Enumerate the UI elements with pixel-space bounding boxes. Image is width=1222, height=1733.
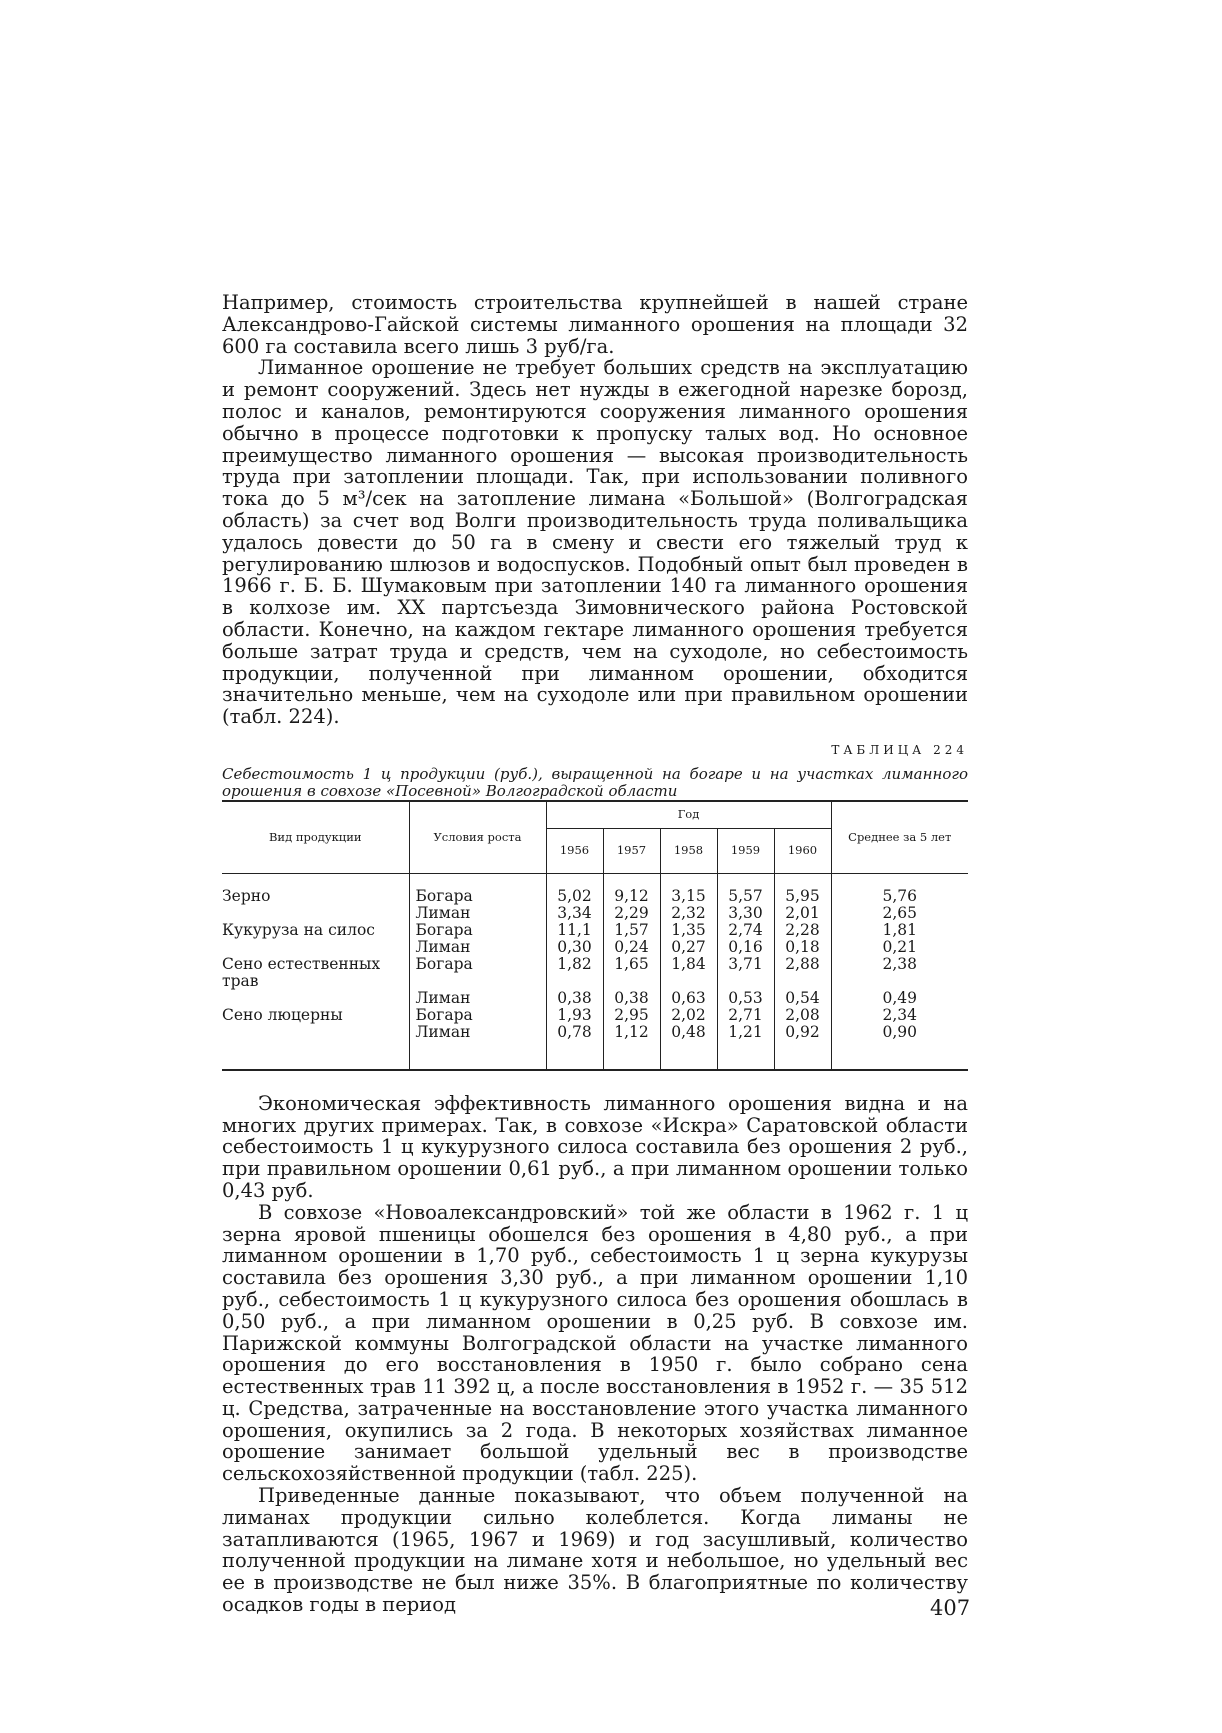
cell-value: 3,71: [717, 956, 774, 990]
cell-product: [222, 939, 409, 956]
cell-condition: Лиман: [409, 905, 546, 922]
cell-value: 1,93: [546, 1007, 603, 1024]
cell-value: 3,30: [717, 905, 774, 922]
cell-average: 2,65: [831, 905, 968, 922]
cell-value: 0,30: [546, 939, 603, 956]
paragraph-4: В совхозе «Новоалександровский» той же области в 1962 г. 1 ц зерна яровой пшеницы обошелся без орошения в 4,80 руб., а при лиманном орошении в 1,70 руб., себестоимость 1 ц зерна кукурузы составила без орошения 3,30 руб., а при лиманном орошении 1,10 руб., себестоимость 1 ц кукурузного силоса без орошения обошлась в 0,50 руб., а при лиманном орошении в 0,25 руб. В совхозе им. Парижской коммуны Волгоградской области на участке лиманного орошения до его восстановления в 1950 г. было собрано сена естественных трав 11 392 ц, а после восстановления в 1952 г. — 35 512 ц. Средства, затраченные на восстановление этого участка лиманного орошения, окупились за 2 года. В некоторых хозяйствах лиманное орошение занимает большой удельный вес в производстве сельскохозяйственной продукции (табл. 225).: [222, 1200, 968, 1486]
cell-average: 2,34: [831, 1007, 968, 1024]
table-row: [222, 1007, 968, 1024]
table-row: [222, 939, 968, 956]
paragraph-2: Лиманное орошение не требует больших средств на эксплуатацию и ремонт сооружений. Здесь нет нужды в ежегодной нарезке борозд, полос и каналов, ремонтируются сооружения лиманного орошения обычно в процессе подготовки к пропуску талых вод. Но основное преимущество лиманного орошения — высокая производительность труда при затоплении площади. Так, при использовании поливного тока до 5 м³/сек на затопление лимана «Большой» (Волгоградская область) за счет вод Волги производительность труда поливальщика удалось довести до 50 га в смену и свести его тяжелый труд к регулированию шлюзов и водоспусков. Подобный опыт был проведен в 1966 г. Б. Б. Шумаковым при затоплении 140 га лиманного орошения в колхозе им. XX партсъезда Зимовнического района Ростовской области. Конечно, на каждом гектаре лиманного орошения требуется больше затрат труда и средств, чем на суходоле, но себестоимость продукции, полученной при лиманном орошении, обходится значительно меньше, чем на суходоле или при правильном орошении (табл. 224).: [222, 356, 968, 729]
cell-product: [222, 990, 409, 1007]
cell-average: 5,76: [831, 888, 968, 905]
paragraph-5: Приведенные данные показывают, что объем полученной на лиманах продукции сильно колеблется. Когда лиманы не затапливаются (1965, 1967 и 1969) и год засушливый, количество полученной продукции на лимане хотя и небольшое, но удельный вес ее в производстве не был ниже 35%. В благоприятные по количеству осадков годы в период: [222, 1484, 968, 1617]
cell-average: 0,21: [831, 939, 968, 956]
page-number: 407: [930, 1596, 971, 1620]
cell-value: 1,12: [603, 1024, 660, 1041]
cell-product: Зерно: [222, 886, 271, 905]
cell-product: Сено люцерны: [222, 1005, 343, 1024]
cell-average: 1,81: [831, 922, 968, 939]
table-label: ТАБЛИЦА 224: [831, 742, 968, 757]
cell-value: 0,24: [603, 939, 660, 956]
cell-value: 1,84: [660, 956, 717, 990]
cell-average: 0,49: [831, 990, 968, 1007]
cell-value: 1,65: [603, 956, 660, 990]
cell-condition: Богара: [409, 956, 546, 990]
cell-value: 1,82: [546, 956, 603, 990]
cell-condition: Богара: [409, 1007, 546, 1024]
paragraph-3: Экономическая эффективность лиманного орошения видна и на многих других примерах. Так, в совхозе «Искра» Саратовской области себестоимость 1 ц кукурузного силоса составила без орошения 2 руб., при правильном орошении 0,61 руб., а при лиманном орошении только 0,43 руб.: [222, 1091, 968, 1202]
cell-value: 3,34: [546, 905, 603, 922]
cell-value: 0,27: [660, 939, 717, 956]
table-caption: Себестоимость 1 ц продукции (руб.), выращенной на богаре и на участках лиманного орошения в совхозе «Посевной» Волгоградской области: [222, 764, 968, 800]
cell-value: 2,01: [774, 905, 831, 922]
cell-value: 2,29: [603, 905, 660, 922]
cell-value: 0,38: [546, 990, 603, 1007]
cell-average: 2,38: [831, 956, 968, 990]
paragraph-1: Например, стоимость строительства крупнейшей в нашей стране Александрово-Гайской системы лиманного орошения на площади 32 600 га составила всего лишь 3 руб/га.: [222, 291, 968, 358]
cell-value: 2,02: [660, 1007, 717, 1024]
cost-table: [222, 800, 968, 1071]
cell-average: 0,90: [831, 1024, 968, 1041]
cell-value: 1,57: [603, 922, 660, 939]
cell-value: 2,28: [774, 922, 831, 939]
cell-condition: Лиман: [409, 990, 546, 1007]
table-row: [222, 922, 968, 939]
cell-value: 11,1: [546, 922, 603, 939]
header-condition: Условия роста: [409, 801, 546, 874]
cell-value: 5,02: [546, 888, 603, 905]
table-row: [222, 956, 968, 990]
cell-value: 2,71: [717, 1007, 774, 1024]
cell-value: 0,18: [774, 939, 831, 956]
cell-value: 5,95: [774, 888, 831, 905]
cell-value: 2,95: [603, 1007, 660, 1024]
header-year-group: Год: [546, 801, 831, 829]
header-year: 1957: [603, 828, 660, 873]
book-page: [222, 292, 968, 1616]
header-year: 1956: [546, 828, 603, 873]
table-row: [222, 888, 968, 905]
cell-value: 9,12: [603, 888, 660, 905]
cell-value: 2,88: [774, 956, 831, 990]
cell-value: 0,63: [660, 990, 717, 1007]
cell-value: 0,48: [660, 1024, 717, 1041]
cell-condition: Богара: [409, 922, 546, 939]
cell-value: 1,21: [717, 1024, 774, 1041]
cell-condition: Лиман: [409, 1024, 546, 1041]
cell-product: Кукуруза на силос: [222, 920, 375, 939]
cell-value: 0,92: [774, 1024, 831, 1041]
table-row: [222, 1024, 968, 1041]
table-row: [222, 905, 968, 922]
cell-product: [222, 1024, 409, 1041]
cell-product: Сено естественных трав: [222, 954, 381, 990]
header-average: Среднее за 5 лет: [831, 801, 968, 874]
cell-value: 0,78: [546, 1024, 603, 1041]
header-year: 1958: [660, 828, 717, 873]
cell-value: 2,08: [774, 1007, 831, 1024]
cell-value: 0,16: [717, 939, 774, 956]
cell-value: 0,53: [717, 990, 774, 1007]
header-year: 1960: [774, 828, 831, 873]
cell-value: 0,54: [774, 990, 831, 1007]
header-product: Вид продукции: [222, 801, 409, 874]
header-year: 1959: [717, 828, 774, 873]
cell-value: 5,57: [717, 888, 774, 905]
cell-value: 0,38: [603, 990, 660, 1007]
cell-value: 3,15: [660, 888, 717, 905]
cell-product: [222, 905, 409, 922]
cell-value: 2,32: [660, 905, 717, 922]
cell-condition: Богара: [409, 888, 546, 905]
table-row: [222, 990, 968, 1007]
cell-condition: Лиман: [409, 939, 546, 956]
cell-value: 1,35: [660, 922, 717, 939]
cell-value: 2,74: [717, 922, 774, 939]
